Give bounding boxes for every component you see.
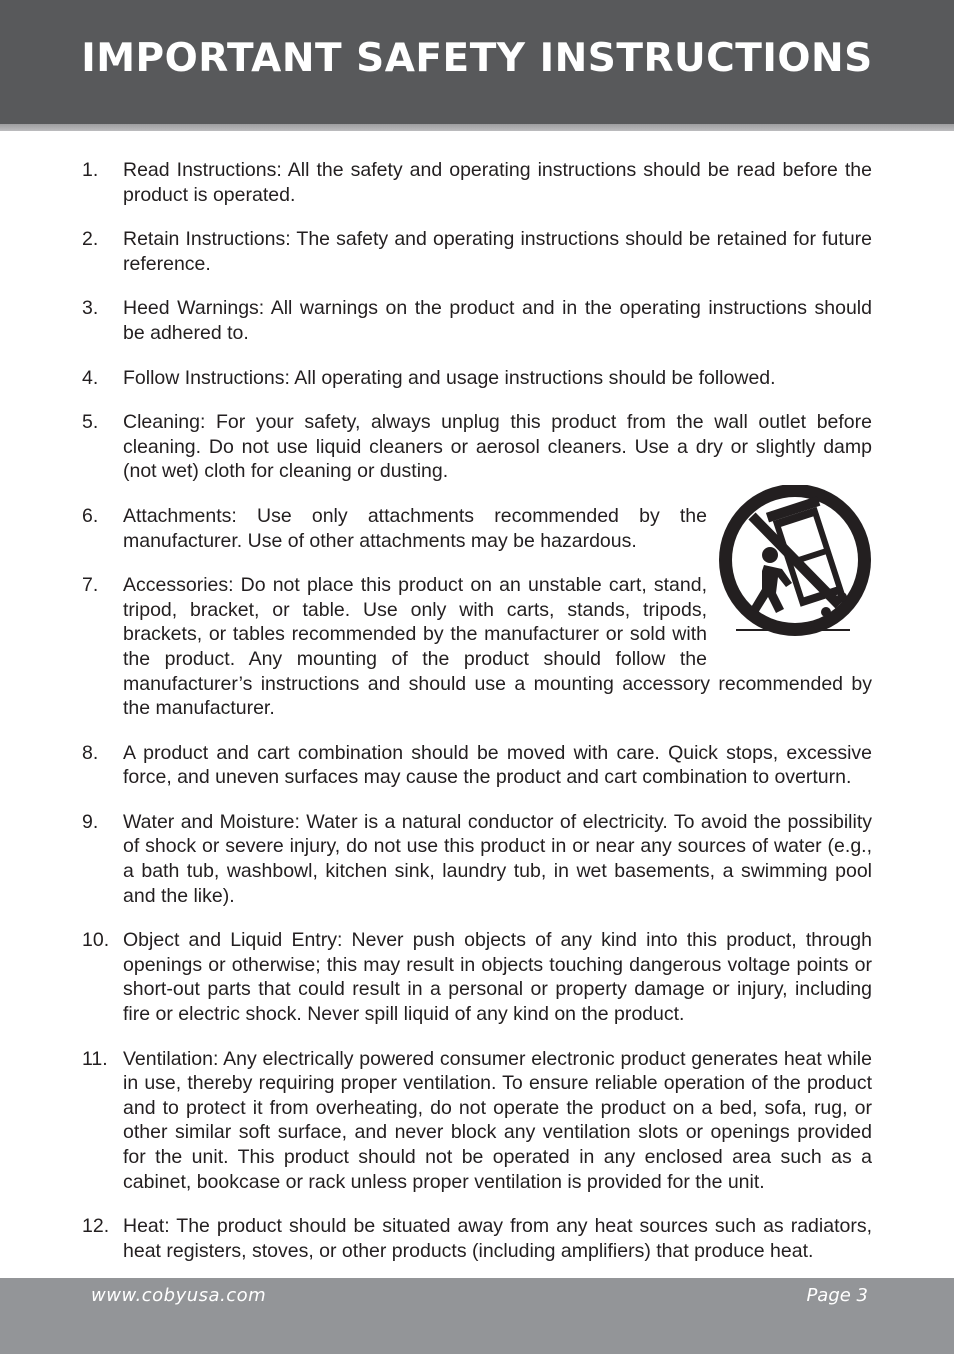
instruction-item-10 [82,928,872,1026]
item-number: 6. [82,504,99,527]
item-text: Retain Instructions: The safety and operating instructions should be retained for future reference. [123,228,872,275]
item-number: 9. [82,810,99,833]
item-number: 12. [82,1215,110,1238]
instruction-item-9 [82,810,872,908]
page-title: IMPORTANT SAFETY INSTRUCTIONS [81,36,873,81]
item-number: 10. [82,929,110,952]
item-text: A product and cart combination should be moved with care. Quick stops, excessive force, and uneven surfaces may cause the product and cart combination to overturn. [123,741,872,789]
item-number: 4. [82,366,99,389]
item-text: Attachments: Use only attachments recommended by the manufacturer. Use of other attachments may be hazardous. [123,504,707,552]
instruction-item-1 [82,158,872,207]
item-number: 3. [82,297,99,320]
instruction-item-8 [82,741,872,790]
safety-instructions-list [82,158,872,1283]
item-number: 2. [82,228,99,251]
item-text: Accessories: Do not place this product on an unstable cart, stand, tripod, bracket, or table. Use only with carts, stands, tripods, brackets, or tables recommended by the manufacturer or sold with the product. Any mounting of the product should follow the manufacturer’s instructions and should use a mounting accessory recommended by the manufacturer. [123,574,872,720]
item-number: 8. [82,741,99,764]
item-number: 1. [82,159,99,181]
item-number: 11. [82,1047,108,1070]
item-text: Follow Instructions: All operating and usage instructions should be followed. [123,366,776,389]
item-text: Object and Liquid Entry: Never push objects of any kind into this product, through openings or otherwise; this may result in objects touching dangerous voltage points or short-out parts that could result in a personal or property damage or injury, including fire or electric shock. Never spill liquid of any kind on the product. [123,929,872,1026]
item-text: Read Instructions: All the safety and operating instructions should be read before the product is operated. [123,159,872,206]
item-text: Ventilation: Any electrically powered consumer electronic product generates heat while in use, thereby requiring proper ventilation. To ensure reliable operation of the product and to protect it from overheating, do not operate the product on a bed, sofa, rug, or other similar soft surface, and never block any ventilation slots or openings provided for the unit. This product should not be operated in any enclosed area such as a cabinet, bookcase or rack unless proper ventilation is provided for the unit. [123,1047,872,1193]
item-number: 5. [82,411,99,434]
instruction-item-2 [82,227,872,276]
header-divider [0,124,954,131]
instruction-item-5 [82,410,872,484]
item-text: Heat: The product should be situated away from any heat sources such as radiators, heat registers, stoves, or other products (including amplifiers) that produce heat. [123,1215,872,1262]
cart-tip-over-warning-icon [718,485,872,639]
item-text: Cleaning: For your safety, always unplug this product from the wall outlet before cleaning. Do not use liquid cleaners or aerosol cleaners. Use a dry or slightly damp (not wet) cloth for cleaning or dusting. [123,411,872,483]
item-text: Water and Moisture: Water is a natural conductor of electricity. To avoid the possibility of shock or severe injury, do not use this product in or near any sources of water (e.g., a bath tub, washbowl, kitchen sink, laundry tub, in wet basements, a swimming pool and the like). [123,810,872,907]
instruction-item-4 [82,366,872,391]
instruction-item-3 [82,296,872,345]
footer-website: www.cobyusa.com [91,1285,267,1306]
footer-page-number: Page 3 [806,1285,868,1306]
item-text: Heed Warnings: All warnings on the product and in the operating instructions should be adhered to. [123,297,872,344]
instruction-item-12 [82,1214,872,1263]
instruction-item-11 [82,1047,872,1195]
item-number: 7. [82,574,99,597]
